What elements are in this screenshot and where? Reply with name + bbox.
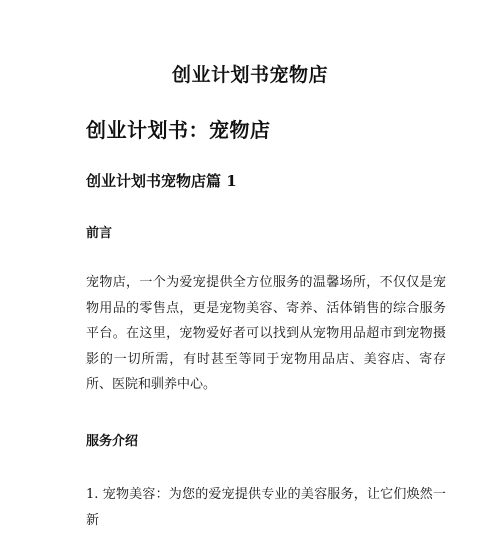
services-heading: 服务介绍 — [86, 434, 139, 449]
section-heading: 创业计划书宠物店篇 1 — [86, 172, 237, 190]
intro-heading: 前言 — [86, 226, 113, 241]
document-subtitle: 创业计划书：宠物店 — [86, 118, 271, 142]
document-title: 创业计划书宠物店 — [171, 64, 328, 86]
services-paragraph: 1. 宠物美容：为您的爱宠提供专业的美容服务，让它们焕然一新 — [86, 487, 446, 528]
intro-paragraph: 宠物店，一个为爱宠提供全方位服务的温馨场所，不仅仅是宠物用品的零售点，更是宠物美容、寄养、活体销售的综合服务平台。在这里，宠物爱好者可以找到从宠物用品超市到宠物摄影的一切所需，有时甚至等同于宠物用品店、美容店、寄存所、医院和驯养中心。 — [86, 275, 446, 392]
